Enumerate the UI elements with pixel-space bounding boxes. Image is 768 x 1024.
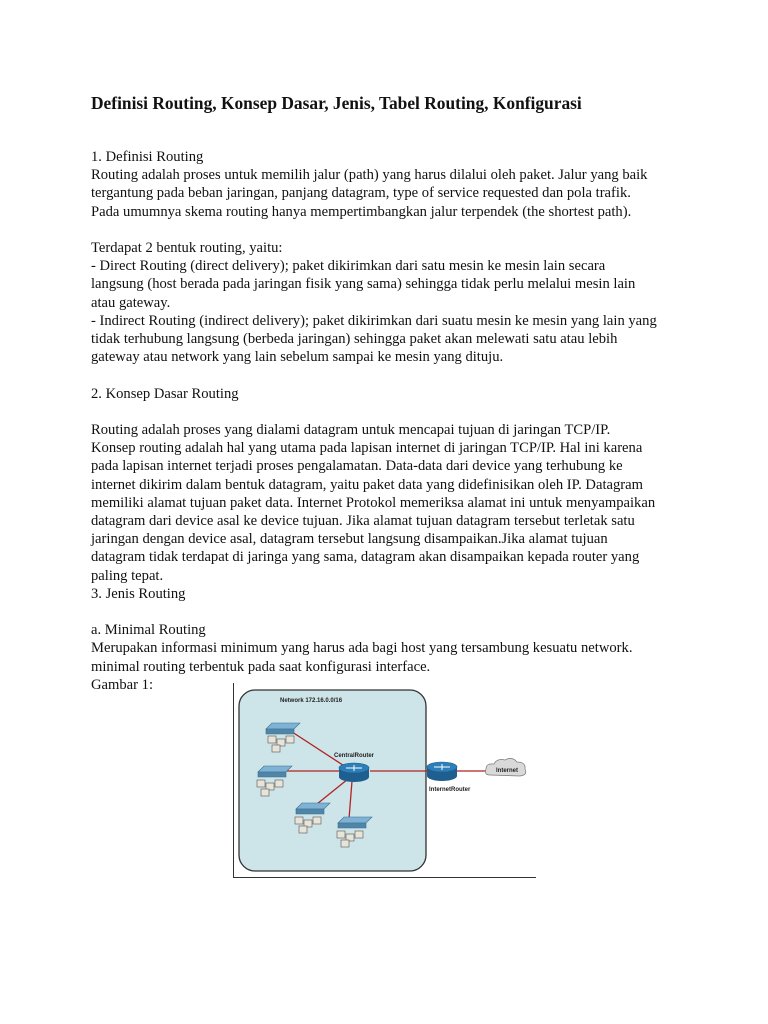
document-title: Definisi Routing, Konsep Dasar, Jenis, Tabel Routing, Konfigurasi: [91, 93, 582, 113]
indirect-routing-line-3: gateway atau network yang lain sebelum sampai ke mesin yang dituju.: [91, 349, 504, 366]
pc-icon: [257, 780, 265, 787]
pc-icon: [295, 817, 303, 824]
indirect-routing-line-1: - Indirect Routing (indirect delivery); paket dikirimkan dari suatu mesin ke mesin yang lain yang: [91, 312, 657, 329]
section-2-line-3: pada lapisan internet terjadi proses pengalamatan. Data-data dari device yang terhubung ke: [91, 458, 623, 475]
section-2-heading: 2. Konsep Dasar Routing: [91, 385, 239, 402]
section-1-line-3: Pada umumnya skema routing hanya mempertimbangkan jalur terpendek (the shortest path).: [91, 203, 632, 220]
section-1-line-1: Routing adalah proses untuk memilih jalur (path) yang harus dilalui oleh paket. Jalur yang baik: [91, 167, 648, 184]
minimal-routing-line-1: Merupakan informasi minimum yang harus ada bagi host yang tersambung kesuatu network.: [91, 640, 633, 657]
network-diagram: [234, 683, 537, 878]
direct-routing-line-2: langsung (host berada pada jaringan fisik yang sama) sehingga tidak perlu melalui mesin lain: [91, 276, 636, 293]
pc-icon: [268, 736, 276, 743]
pc-icon: [337, 831, 345, 838]
router-icon: [427, 762, 457, 781]
section-2-line-2: Konsep routing adalah hal yang utama pada lapisan internet di jaringan TCP/IP. Hal ini karena: [91, 440, 643, 457]
network-diagram-figure: [233, 683, 536, 878]
indirect-routing-line-2: tidak terhubung langsung (berbeda jaringan) sehingga paket akan melewati satu atau lebih: [91, 331, 618, 348]
pc-icon: [286, 736, 294, 743]
pc-icon: [341, 840, 349, 847]
pc-icon: [275, 780, 283, 787]
pc-icon: [272, 745, 280, 752]
figure-caption: Gambar 1:: [91, 676, 154, 693]
section-1-line-2: tergantung pada beban jaringan, panjang datagram, type of service requested dan pola trafik.: [91, 185, 631, 202]
minimal-routing-line-2: minimal routing terbentuk pada saat konfigurasi interface.: [91, 658, 431, 675]
router-icon: [339, 763, 369, 782]
section-2-line-7: jaringan dengan device asal, datagram tersebut langsung disampaikan.Jika alamat tujuan: [91, 531, 608, 548]
network-area: [239, 690, 426, 871]
section-1-heading: 1. Definisi Routing: [91, 149, 204, 165]
pc-icon: [355, 831, 363, 838]
paragraph-gap: [91, 221, 691, 239]
network-label: Network 172.16.0.0/16: [280, 698, 343, 704]
pc-icon: [313, 817, 321, 824]
section-3-heading: 3. Jenis Routing: [91, 585, 186, 602]
direct-routing-line-3: atau gateway.: [91, 294, 171, 311]
section-2-line-4: internet dikirim dalam bentuk datagram, yaitu paket data yang didefinisikan oleh IP. Datagram: [91, 476, 643, 493]
section-2-line-8: datagram tidak terdapat di jaringa yang sama, datagram akan disampaikan kepada router yang: [91, 549, 640, 566]
section-2-line-1: Routing adalah proses yang dialami datagram untuk mencapai tujuan di jaringan TCP/IP.: [91, 422, 611, 438]
section-2-line-9: paling tepat.: [91, 567, 164, 584]
document-body: [91, 148, 691, 694]
section-2-line-5: memiliki alamat tujuan paket data. Internet Protokol memeriksa alamat ini untuk menyampaikan: [91, 494, 656, 511]
routing-types-intro: Terdapat 2 bentuk routing, yaitu:: [91, 240, 283, 256]
paragraph-gap: [91, 366, 691, 384]
internet-label: Internet: [496, 768, 519, 774]
minimal-routing-heading: a. Minimal Routing: [91, 622, 206, 639]
direct-routing-line-1: - Direct Routing (direct delivery); paket dikirimkan dari satu mesin ke mesin lain secara: [91, 258, 606, 275]
section-2-line-6: datagram dari device asal ke device tujuan. Jika alamat tujuan datagram tersebut terletak satu: [91, 513, 635, 530]
paragraph-gap: [91, 603, 691, 621]
internet-router-label: InternetRouter: [429, 787, 471, 793]
paragraph-gap: [91, 403, 691, 421]
central-router-label: CentralRouter: [334, 753, 375, 759]
pc-icon: [299, 826, 307, 833]
pc-icon: [261, 789, 269, 796]
